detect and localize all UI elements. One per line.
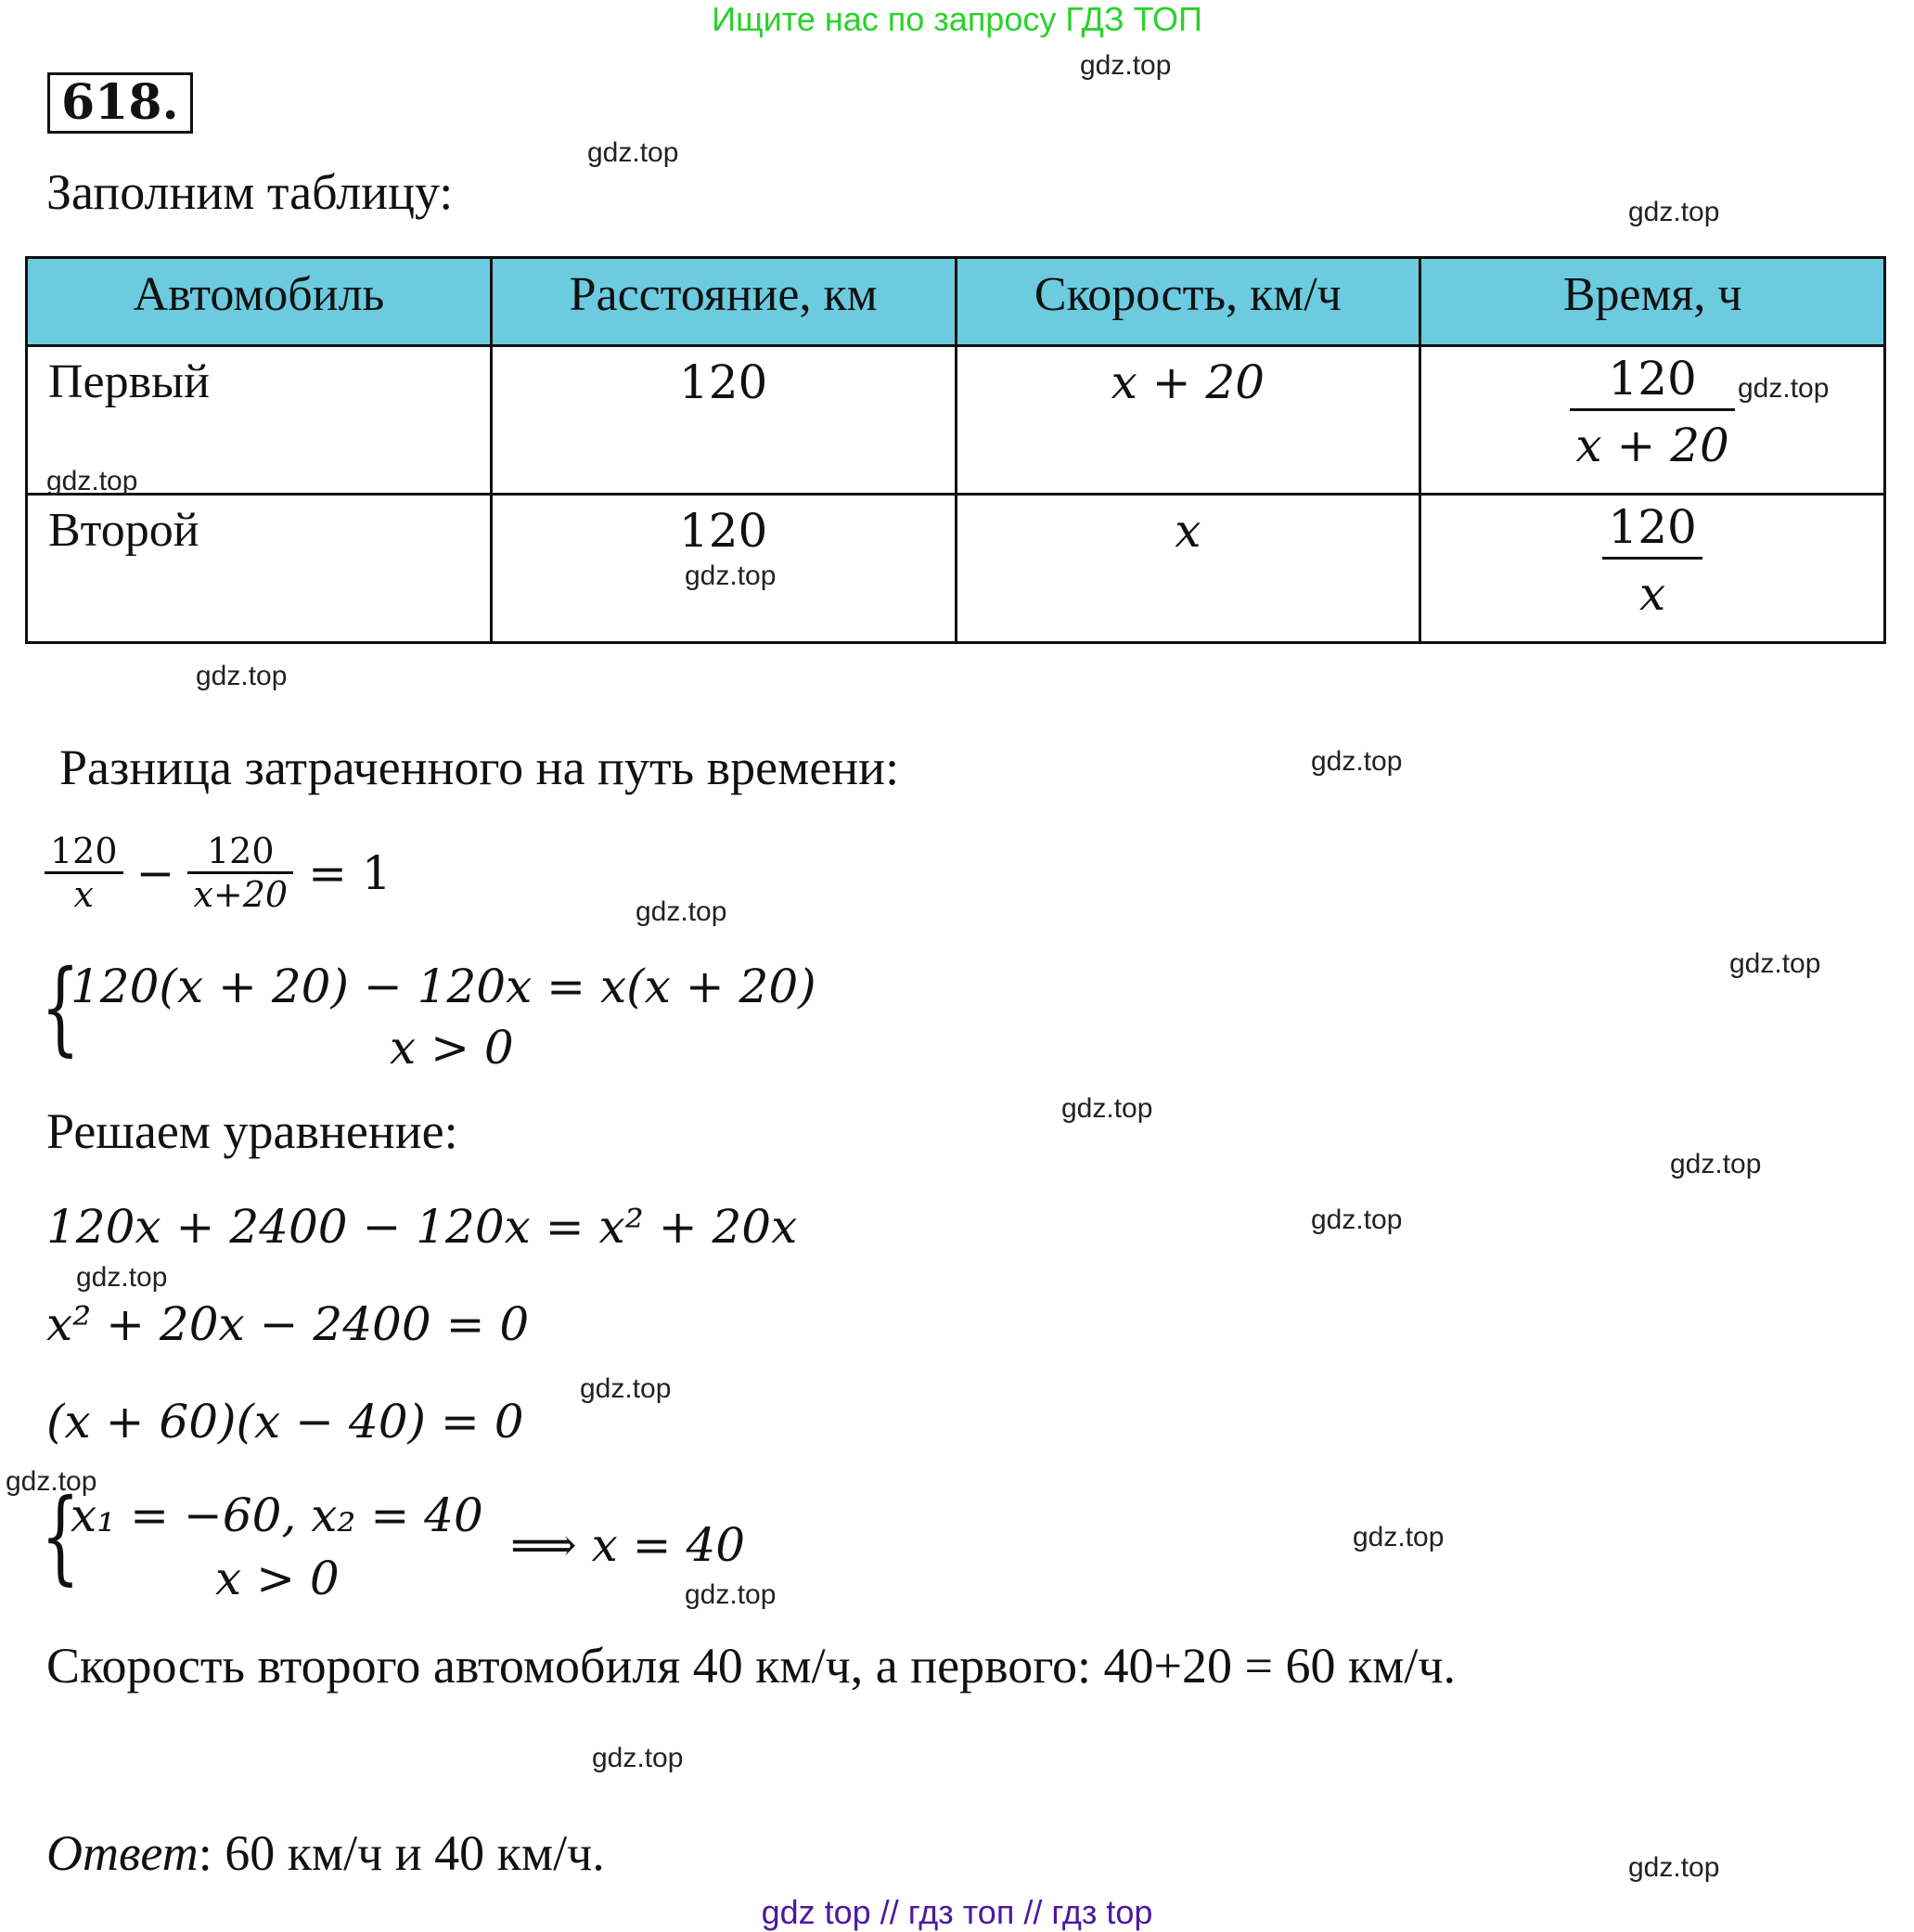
minus-sign: − [135, 845, 175, 900]
step-3: (x + 60)(x − 40) = 0 [46, 1395, 524, 1449]
watermark: gdz.top [636, 896, 727, 927]
fraction [45, 831, 123, 915]
system1-line2: x > 0 [390, 1021, 514, 1075]
watermark: gdz.top [1353, 1522, 1445, 1552]
fraction-numerator: 120 [206, 831, 275, 871]
watermark: gdz.top [685, 560, 777, 591]
table-header-distance: Расстояние, км [491, 258, 956, 346]
table-cell-time [1420, 495, 1885, 643]
solve-title: Решаем уравнение: [46, 1103, 458, 1159]
watermark: gdz.top [685, 1579, 777, 1610]
watermark: gdz.top [1061, 1093, 1153, 1124]
watermark: gdz.top [1311, 1204, 1403, 1235]
equation-fractions [45, 831, 392, 915]
system1-line1: 120(x + 20) − 120x = x(x + 20) [71, 960, 816, 1013]
watermark: gdz.top [580, 1373, 672, 1404]
fraction [187, 831, 293, 915]
watermark: gdz.top [1628, 1852, 1720, 1883]
fraction-denominator: x+20 [193, 874, 289, 915]
table-header-car: Автомобиль [27, 258, 492, 346]
answer [46, 1824, 605, 1882]
watermark: gdz.top [46, 466, 138, 496]
step-1: 120x + 2400 − 120x = x² + 20x [46, 1200, 798, 1254]
watermark: gdz.top [1628, 197, 1720, 227]
header-banner[interactable]: Ищите нас по запросу ГДЗ ТОП [712, 0, 1202, 38]
time-fraction [1570, 349, 1735, 480]
watermark: gdz.top [1311, 746, 1403, 777]
time-fraction [1602, 497, 1702, 628]
watermark: gdz.top [1080, 50, 1172, 81]
fraction-numerator: 120 [50, 831, 118, 871]
table-header-time: Время, ч [1420, 258, 1885, 346]
intro-text: Заполним таблицу: [46, 164, 454, 220]
system2-result: ⟹ x = 40 [510, 1518, 746, 1572]
watermark: gdz.top [592, 1743, 684, 1773]
watermark: gdz.top [6, 1466, 97, 1497]
table-cell-speed: x [956, 495, 1420, 643]
table-cell-time [1420, 346, 1885, 495]
table-cell-car: Первый [27, 346, 492, 495]
step-2: x² + 20x − 2400 = 0 [46, 1297, 530, 1351]
watermark: gdz.top [196, 661, 288, 691]
system-brace: { [41, 947, 80, 1066]
difference-title: Разница затраченного на путь времени: [59, 740, 900, 795]
table-cell-distance: 120 [491, 346, 956, 495]
table-row [27, 495, 1885, 643]
system-brace: { [41, 1476, 80, 1595]
table-cell-distance: 120 [491, 495, 956, 643]
watermark: gdz.top [587, 137, 679, 168]
problem-number: 618. [47, 72, 193, 134]
system2-line1: x₁ = −60, x₂ = 40 [71, 1488, 483, 1542]
system2-line2: x > 0 [215, 1552, 340, 1605]
table-cell-car: Второй [27, 495, 492, 643]
fraction-denominator: x + 20 [1575, 419, 1729, 472]
equation-rhs: = 1 [308, 845, 392, 900]
table-header-row [27, 258, 1885, 346]
watermark: gdz.top [1670, 1149, 1762, 1179]
watermark: gdz.top [1729, 948, 1821, 979]
table-row [27, 346, 1885, 495]
conclusion-text: Скорость второго автомобиля 40 км/ч, а первого: 40+20 = 60 км/ч. [46, 1638, 1457, 1694]
table-header-speed: Скорость, км/ч [956, 258, 1420, 346]
watermark: gdz.top [76, 1262, 168, 1293]
answer-text: : 60 км/ч и 40 км/ч. [198, 1825, 605, 1881]
footer-links[interactable]: gdz top // гдз топ // гдз top [761, 1893, 1153, 1931]
data-table [25, 256, 1886, 644]
table-cell-speed: x + 20 [956, 346, 1420, 495]
watermark: gdz.top [1738, 373, 1830, 404]
answer-label: Ответ [46, 1825, 199, 1881]
fraction-numerator: 120 [1608, 500, 1697, 554]
fraction-numerator: 120 [1608, 352, 1697, 406]
fraction-denominator: x [1639, 567, 1666, 621]
fraction-denominator: x [73, 874, 94, 915]
